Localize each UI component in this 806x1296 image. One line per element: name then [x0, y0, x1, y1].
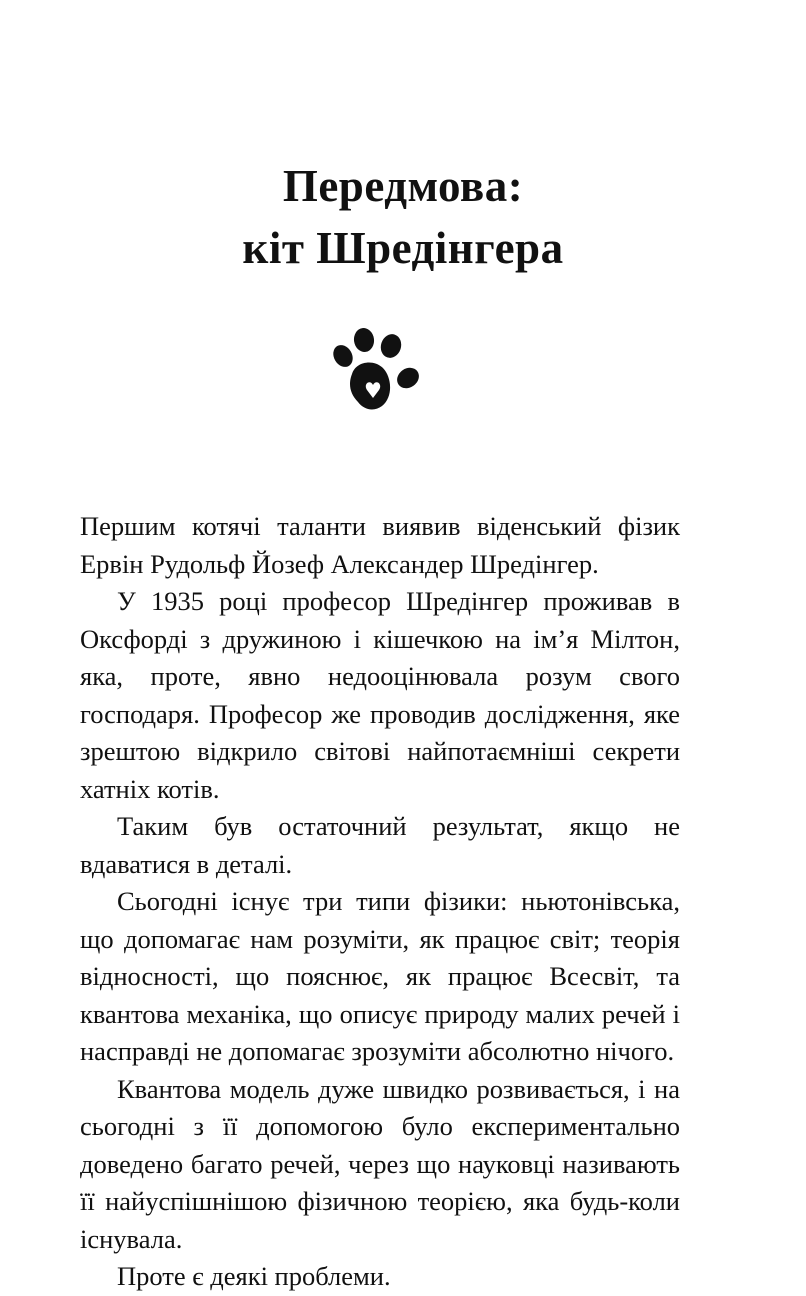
paragraph-4: Сьогодні існує три типи фізики: ньютонівська, що допомагає нам розуміти, як працює світ; теорія відносності, що пояснює, як працює Всесвіт, та квантова механіка, що описує природу малих речей і насправді не допомагає зрозуміти абсолютно нічого. — [80, 886, 680, 1066]
chapter-title-line-1: Передмова: — [282, 161, 524, 211]
paragraph-5: Квантова модель дуже швидко розвивається, і на сьогодні з її допомогою було експериментально доведено багато речей, через що науковці називають її найуспішнішою фізичною теорією, яка будь-коли існувала. — [80, 1073, 680, 1254]
paragraph-2: У 1935 році професор Шредінгер проживав в Оксфорді з дружиною і кішечкою на ім’я Мілтон, яка, проте, явно недооцінювала розум свого господаря. Професор же проводив дослідження, яке зрештою відкрило світові найпотаємніші секрети хатніх котів. — [80, 586, 680, 804]
chapter-title — [0, 155, 806, 279]
paragraph-1: Першим котячі таланти виявив віденський фізик Ервін Рудольф Йозеф Александер Шредінгер. — [80, 511, 680, 579]
paragraph-6: Проте є деякі проблеми. — [117, 1261, 391, 1291]
cat-paw-print-icon — [330, 328, 426, 412]
body-text — [80, 508, 680, 1296]
chapter-title-line-2: кіт Шредінгера — [242, 223, 564, 273]
paragraph-3: Таким був остаточний результат, якщо не вдаватися в деталі. — [80, 811, 680, 879]
